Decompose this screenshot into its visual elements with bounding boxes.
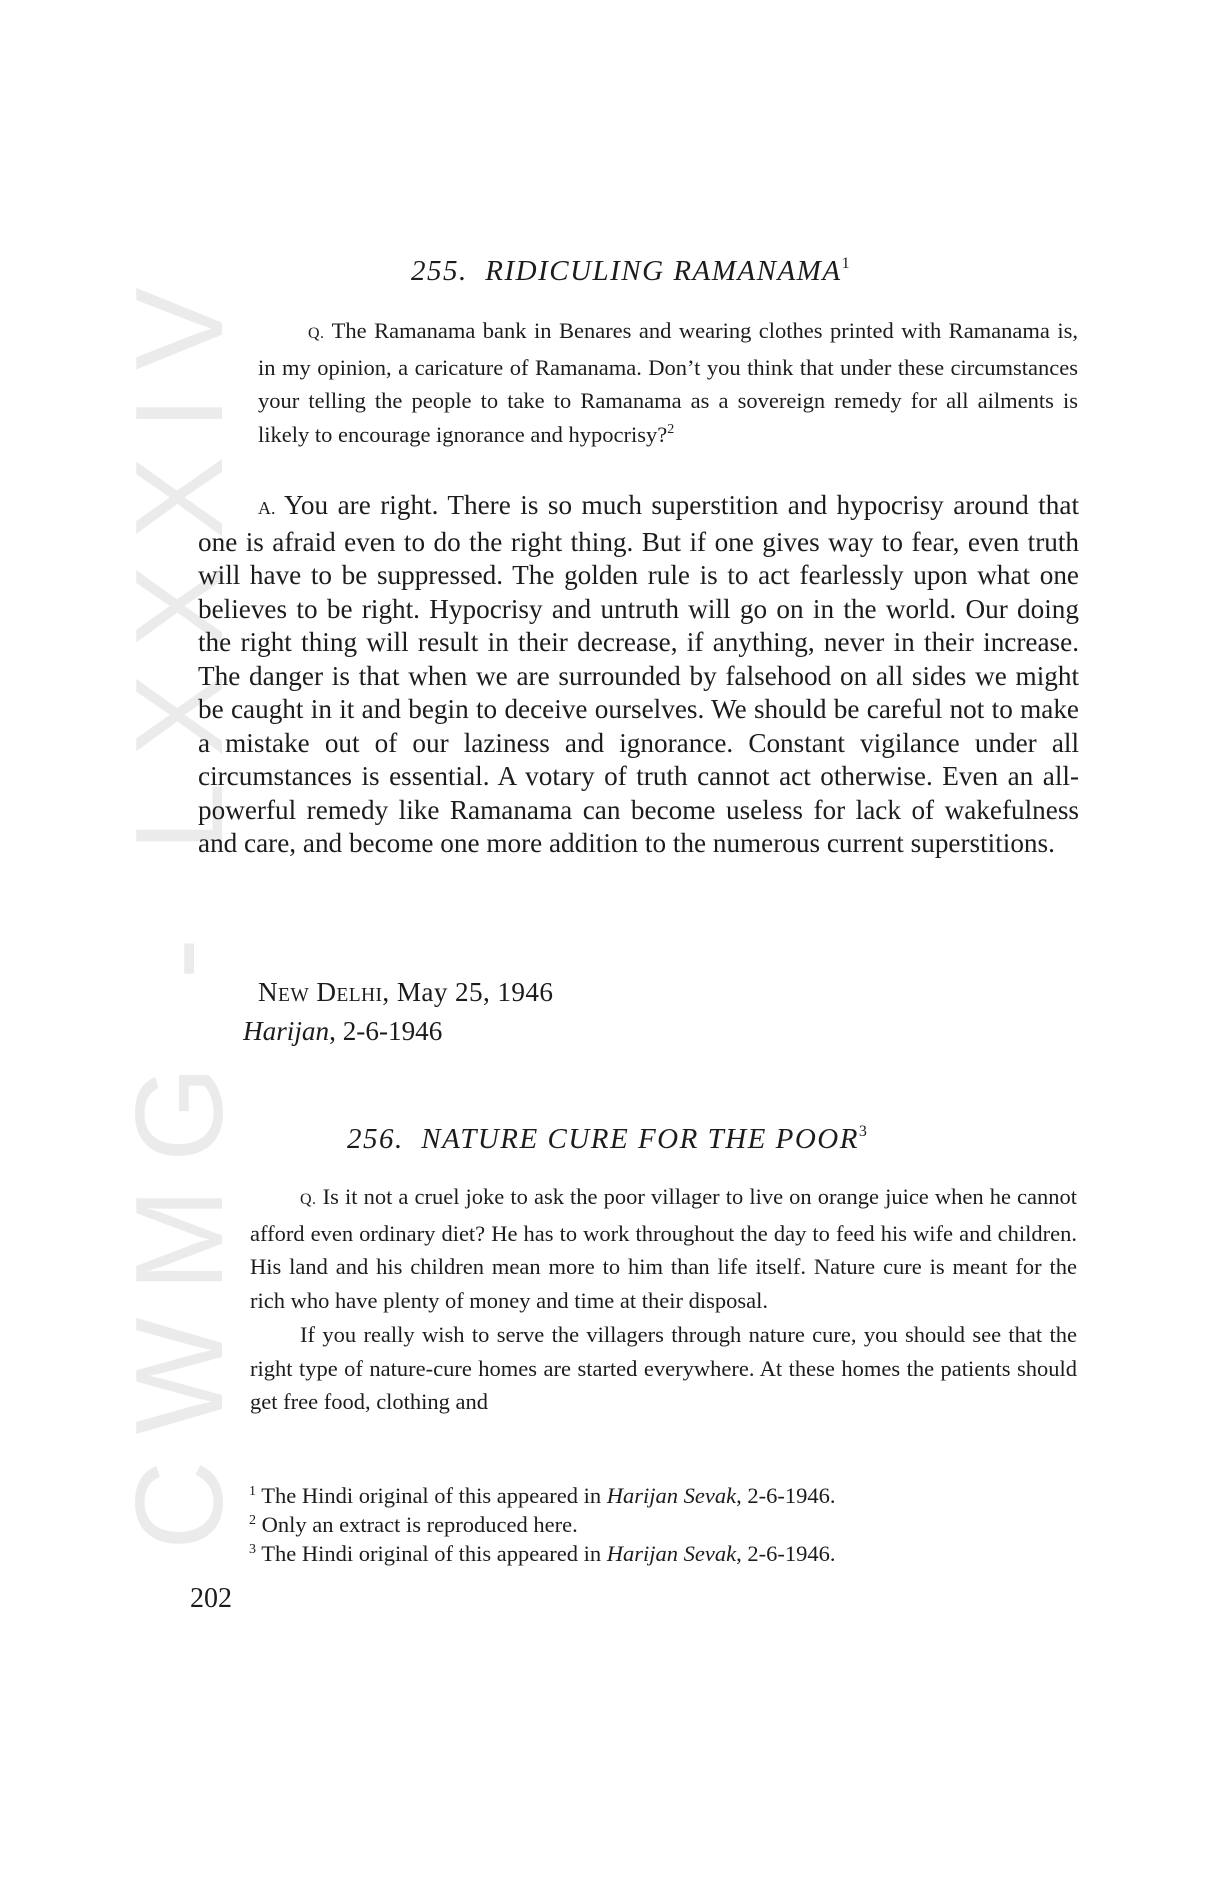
footnote-ref-2: 2 (667, 422, 675, 438)
footnotes (249, 1481, 835, 1568)
answer-text: You are right. There is so much superstition and hypocrisy around that one is afraid even to do the right thing. But if one gives way to fear, even truth will have to be suppressed. The golden rule is to act fearlessly upon what one believes to be right. Hypocrisy and untruth will go on in the world. Our doing the right thing will result in their decrease, if anything, never in their increase. The danger is that when we are surrounded by falsehood on all sides we might be caught in it and begin to deceive ourselves. We should be careful not to make a mistake out of our laziness and ignorance. Constant vigilance under all circumstances is essential. A votary of truth cannot act otherwise. Even an all-powerful remedy like Ramanama can become useless for lack of wakefulness and care, and become one more addition to the numerous current superstitions. (198, 490, 1079, 858)
footnote-text: The Hindi original of this appeared in (261, 1483, 607, 1508)
question-label-256: Q. (300, 1191, 317, 1208)
article-256-number: 256. (347, 1123, 404, 1155)
footnote-text: Only an extract is reproduced here. (261, 1512, 578, 1537)
footnote-text-after: , 2-6-1946. (736, 1541, 836, 1566)
place-rest-elhi: ELHI (336, 985, 383, 1006)
place-rest-ew: EW (278, 985, 310, 1006)
answer-text-256: If you really wish to serve the villagers through nature cure, you should see that the right type of nature-cure homes are started everywhere. At these homes the patients should get free food, clothing and (250, 1321, 1077, 1415)
footnote-mark: 3 (249, 1542, 256, 1557)
place-initial-d: D (316, 977, 337, 1007)
question-label: Q. (308, 325, 325, 342)
article-256-heading (347, 1124, 868, 1154)
source-title: Harijan (243, 1016, 330, 1046)
footnote-text: The Hindi original of this appeared in (261, 1541, 607, 1566)
article-255-title: RIDICULING RAMANAMA (485, 255, 842, 287)
source-citation (243, 1016, 442, 1047)
footnote-mark: 1 (249, 1484, 256, 1499)
footnote-3 (249, 1539, 835, 1568)
article-255-answer (198, 489, 1079, 861)
footnote-italic: Harijan Sevak (606, 1541, 737, 1566)
article-255-heading (411, 256, 851, 286)
article-256-title: NATURE CURE FOR THE POOR (421, 1123, 859, 1155)
footnote-1 (249, 1481, 835, 1510)
footnote-ref-3: 3 (858, 1123, 869, 1140)
answer-label: A. (258, 498, 276, 518)
source-date: , 2-6-1946 (329, 1016, 443, 1046)
page-number: 202 (190, 1583, 232, 1614)
question-text: The Ramanama bank in Benares and wearing clothes printed with Ramanama is, in my opinion, a caricature of Ramanama. Don’t you think that under these circumstances your telling the people to take to Ramanama as a sovereign remedy for all ailments is likely to encourage ignorance and hypocrisy? (258, 318, 1078, 448)
footnote-text-after: , 2-6-1946. (736, 1483, 836, 1508)
watermark: CWMG - LXXXIV (111, 261, 249, 1550)
article-255-question (258, 314, 1078, 452)
footnote-italic: Harijan Sevak (606, 1483, 737, 1508)
footnote-mark: 2 (249, 1513, 256, 1528)
article-256-body (250, 1180, 1077, 1419)
footnote-ref-1: 1 (841, 255, 852, 272)
place-initial-n: N (258, 977, 279, 1007)
question-text-256: Is it not a cruel joke to ask the poor villager to live on orange juice when he cannot afford even ordinary diet? He has to work throughout the day to feed his wife and children. His land and his children mean more to him than life itself. Nature cure is meant for the rich who have plenty of money and time at their disposal. (250, 1184, 1078, 1314)
article-255-number: 255. (411, 255, 468, 287)
dateline-date: , May 25, 1946 (382, 977, 554, 1007)
place-dateline (258, 977, 553, 1008)
footnote-2 (249, 1510, 835, 1539)
